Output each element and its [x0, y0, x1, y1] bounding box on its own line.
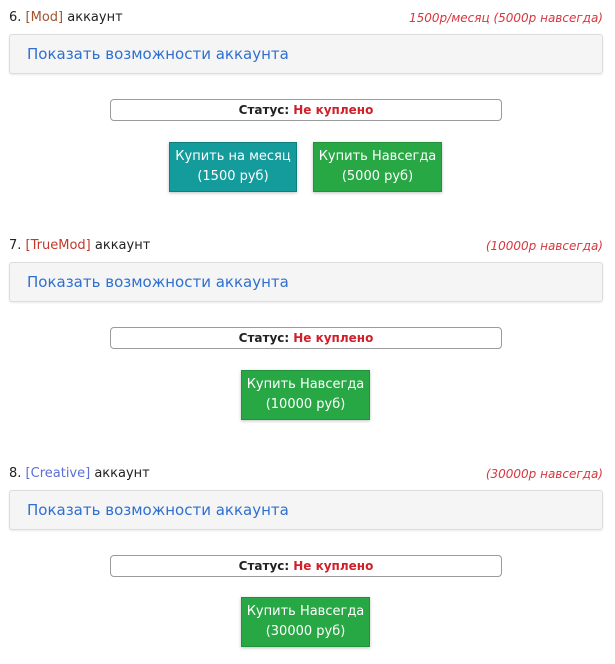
status-value: Не куплено	[293, 103, 374, 117]
button-price: (10000 руб)	[265, 397, 346, 412]
button-label: Купить Навсегда	[246, 604, 365, 619]
show-features-link[interactable]: Показать возможности аккаунта	[27, 45, 289, 63]
button-price: (1500 руб)	[197, 169, 269, 184]
account-section-truemod	[0, 228, 615, 428]
button-label: Купить на месяц	[175, 149, 291, 164]
account-price: (10000р навсегда)	[485, 239, 603, 253]
status-box	[110, 99, 502, 121]
status-label: Статус:	[238, 559, 290, 573]
account-section-mod	[0, 0, 615, 200]
account-number: 7.	[9, 238, 22, 253]
show-features-panel[interactable]	[9, 34, 603, 74]
account-price: (30000р навсегда)	[485, 467, 603, 481]
account-title	[9, 10, 123, 26]
account-number: 6.	[9, 10, 22, 25]
status-label: Статус:	[238, 103, 290, 117]
account-section-creative	[0, 456, 615, 656]
show-features-link[interactable]: Показать возможности аккаунта	[27, 501, 289, 519]
account-title	[9, 466, 150, 482]
status-box	[110, 555, 502, 577]
show-features-panel[interactable]	[9, 490, 603, 530]
status-label: Статус:	[238, 331, 290, 345]
buy-month-button[interactable]	[169, 142, 297, 192]
account-price: 1500р/месяц (5000р навсегда)	[409, 11, 603, 25]
account-tag: [TrueMod]	[25, 238, 91, 253]
status-value: Не куплено	[293, 559, 374, 573]
show-features-link[interactable]: Показать возможности аккаунта	[27, 273, 289, 291]
button-label: Купить Навсегда	[246, 377, 365, 392]
button-price: (30000 руб)	[265, 624, 346, 639]
account-number: 8.	[9, 466, 22, 481]
status-box	[110, 327, 502, 349]
buy-forever-button[interactable]	[313, 142, 442, 192]
account-suffix: аккаунт	[94, 466, 150, 481]
button-price: (5000 руб)	[341, 169, 414, 184]
account-tag: [Mod]	[25, 10, 64, 25]
account-suffix: аккаунт	[94, 238, 151, 253]
show-features-panel[interactable]	[9, 262, 603, 302]
account-suffix: аккаунт	[67, 10, 123, 25]
account-title	[9, 238, 150, 254]
account-tag: [Creative]	[25, 466, 91, 481]
buy-forever-button[interactable]	[241, 370, 370, 420]
status-value: Не куплено	[293, 331, 374, 345]
buy-forever-button[interactable]	[241, 597, 370, 647]
button-label: Купить Навсегда	[318, 149, 437, 164]
